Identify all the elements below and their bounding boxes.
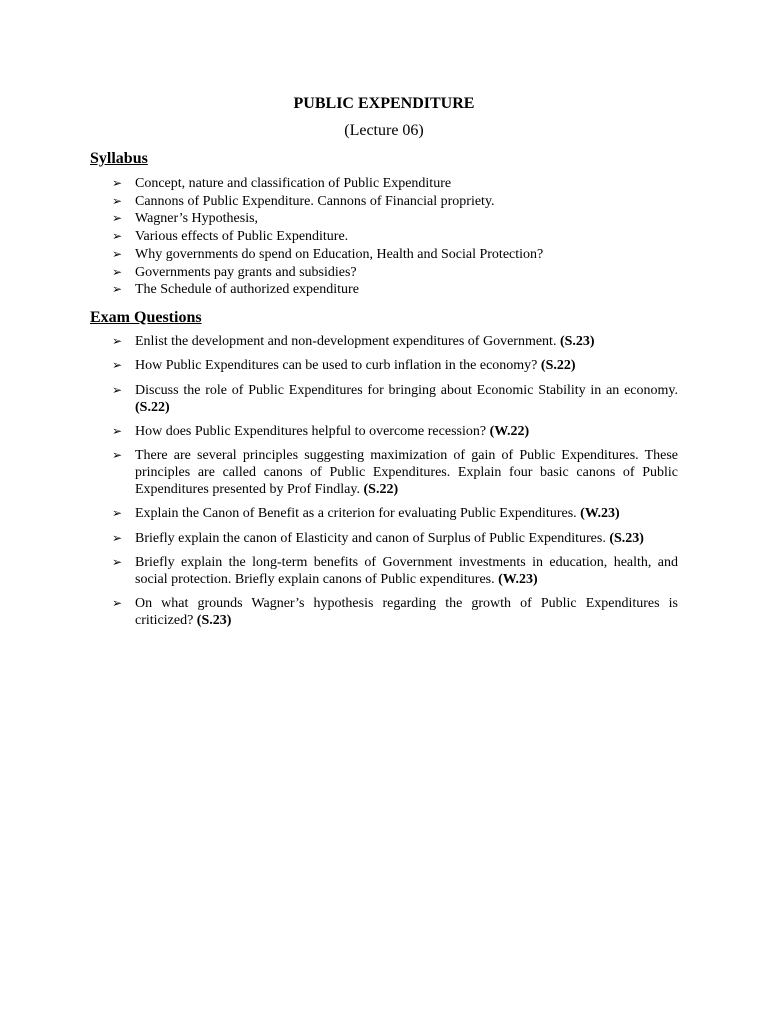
syllabus-item-text: Governments pay grants and subsidies? [135, 264, 357, 280]
exam-questions-list [112, 333, 678, 637]
syllabus-item [112, 175, 678, 193]
arrowhead-bullet-icon: ➢ [112, 282, 123, 297]
exam-question-item [112, 554, 678, 588]
arrowhead-bullet-icon: ➢ [112, 211, 123, 226]
arrowhead-bullet-icon: ➢ [112, 382, 123, 397]
syllabus-item-text: Various effects of Public Expenditure. [135, 229, 349, 245]
exam-session-tag: (S.23) [196, 613, 232, 629]
exam-question-item [112, 333, 678, 350]
exam-question-text: On what grounds Wagner’s hypothesis regarding the growth of Public Expenditures is criticized? [135, 596, 678, 629]
exam-question-text: Explain the Canon of Benefit as a criterion for evaluating Public Expenditures. [135, 506, 577, 522]
arrowhead-bullet-icon: ➢ [112, 264, 123, 279]
exam-question-item [112, 595, 678, 629]
exam-question-item [112, 447, 678, 498]
exam-question-item [112, 382, 678, 416]
arrowhead-bullet-icon: ➢ [112, 176, 123, 190]
exam-question-text: How does Public Expenditures helpful to overcome recession? [135, 423, 487, 439]
arrowhead-bullet-icon: ➢ [112, 358, 123, 373]
syllabus-item-text: Concept, nature and classification of Public Expenditure [135, 176, 452, 191]
page-title: PUBLIC EXPENDITURE [293, 95, 475, 112]
page-subtitle: (Lecture 06) [344, 122, 424, 139]
arrowhead-bullet-icon: ➢ [112, 193, 123, 208]
exam-question-item [112, 423, 678, 440]
arrowhead-bullet-icon: ➢ [112, 334, 123, 348]
exam-session-tag: (W.23) [580, 506, 620, 522]
syllabus-item [112, 193, 678, 211]
exam-session-tag: (S.23) [559, 334, 595, 349]
syllabus-item [112, 281, 678, 299]
arrowhead-bullet-icon: ➢ [112, 555, 123, 570]
arrowhead-bullet-icon: ➢ [112, 448, 123, 463]
exam-session-tag: (S.22) [540, 358, 576, 374]
exam-question-text: Briefly explain the canon of Elasticity and canon of Surplus of Public Expenditures. [135, 530, 606, 546]
exam-session-tag: (W.23) [498, 572, 538, 588]
arrowhead-bullet-icon: ➢ [112, 423, 123, 438]
syllabus-item-text: The Schedule of authorized expenditure [135, 282, 359, 298]
arrowhead-bullet-icon: ➢ [112, 596, 123, 611]
exam-question-text: There are several principles suggesting maximization of gain of Public Expenditures. These principles are called canons of Public Expenditures. Explain four basic canons of Public Expenditures presented by Prof Findlay. [135, 448, 678, 498]
exam-session-tag: (S.22) [135, 399, 170, 415]
exam-question-text: How Public Expenditures can be used to curb inflation in the economy? [135, 358, 538, 374]
syllabus-item [112, 210, 678, 228]
exam-session-tag: (S.22) [363, 482, 399, 498]
exam-question-text: Briefly explain the long-term benefits of Government investments in education, health, and social protection. Briefly explain canons of Public expenditures. [135, 555, 678, 588]
syllabus-item-text: Cannons of Public Expenditure. Cannons of Financial propriety. [135, 193, 495, 209]
syllabus-list [112, 175, 678, 299]
exam-question-text: Discuss the role of Public Expenditures for bringing about Economic Stability in an economy. [135, 382, 678, 398]
syllabus-item [112, 246, 678, 264]
arrowhead-bullet-icon: ➢ [112, 506, 123, 521]
syllabus-heading: Syllabus [90, 150, 148, 167]
arrowhead-bullet-icon: ➢ [112, 246, 123, 261]
syllabus-item [112, 264, 678, 282]
exam-question-item [112, 505, 678, 522]
syllabus-item [112, 228, 678, 246]
exam-session-tag: (S.23) [609, 530, 644, 546]
arrowhead-bullet-icon: ➢ [112, 530, 123, 545]
exam-questions-heading: Exam Questions [90, 309, 202, 326]
exam-question-item [112, 530, 678, 547]
syllabus-item-text: Wagner’s Hypothesis, [135, 211, 259, 227]
arrowhead-bullet-icon: ➢ [112, 229, 123, 244]
exam-question-text: Enlist the development and non-development expenditures of Government. [135, 334, 557, 349]
syllabus-item-text: Why governments do spend on Education, Health and Social Protection? [135, 246, 544, 262]
exam-question-item [112, 357, 678, 374]
exam-session-tag: (W.22) [489, 423, 530, 439]
